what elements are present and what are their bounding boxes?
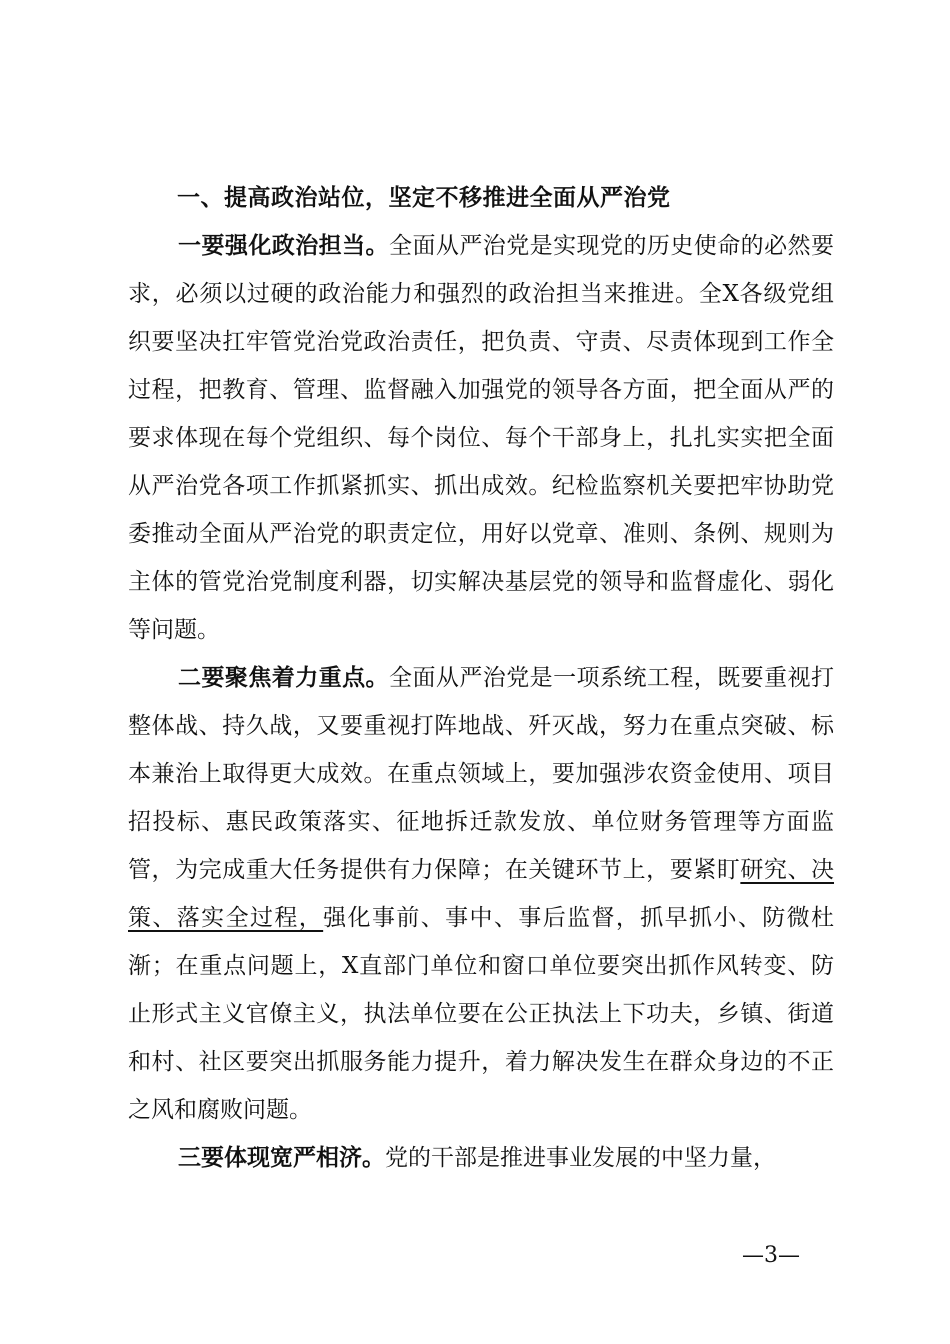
paragraph-lead: 二要聚焦着力重点。 — [178, 665, 389, 691]
paragraph-lead: 三要体现宽严相济。 — [178, 1145, 385, 1171]
paragraph-key-focus — [128, 654, 834, 1134]
paragraph-body: 党的干部是推进事业发展的中坚力量， — [385, 1145, 776, 1171]
underlined-phrase: 研究、决策、落实全过程， — [128, 857, 835, 931]
paragraph-lead: 一要强化政治担当。 — [178, 233, 389, 259]
section-heading: 一、提高政治站位，坚定不移推进全面从严治党 — [177, 185, 671, 211]
page-number: —3— — [742, 1243, 800, 1268]
paragraph-body: 全面从严治党是一项系统工程，既要重视打整体战、持久战，又要重视打阵地战、歼灭战，努力在重点突破、标本兼治上取得更大成效。在重点领域上，要加强涉农资金使用、项目招投标、惠民政策落实、征地拆迁款发放、单位财务管理等方面监管，为完成重大任务提供有力保障；在关键环节上，要紧盯 — [128, 665, 834, 883]
paragraph-body: 全面从严治党是实现党的历史使命的必然要求，必须以过硬的政治能力和强烈的政治担当来推进。全X各级党组织要坚决扛牢管党治党政治责任，把负责、守责、尽责体现到工作全过程，把教育、管理、监督融入加强党的领导各方面，把全面从严的要求体现在每个党组织、每个岗位、每个干部身上，扎扎实实把全面从严治党各项工作抓紧抓实、抓出成效。纪检监察机关要把牢协助党委推动全面从严治党的职责定位，用好以党章、准则、条例、规则为主体的管党治党制度利器，切实解决基层党的领导和监督虚化、弱化等问题。 — [128, 233, 834, 643]
paragraph-body-continued: 强化事前、事中、事后监督，抓早抓小、防微杜渐；在重点问题上，X直部门单位和窗口单位要突出抓作风转变、防止形式主义官僚主义，执法单位要在公正执法上下功夫，乡镇、街道和村、社区要突出抓服务能力提升，着力解决发生在群众身边的不正之风和腐败问题。 — [128, 905, 835, 1123]
paragraph-leniency-strictness — [128, 1134, 834, 1182]
paragraph-political-responsibility — [128, 222, 834, 654]
